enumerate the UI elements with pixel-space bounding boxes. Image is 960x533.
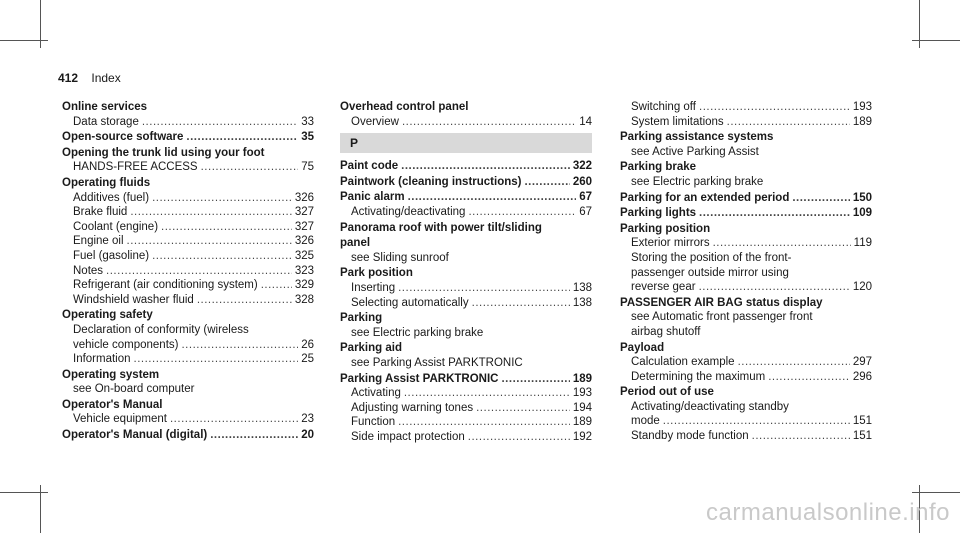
- index-subentry: [620, 370, 872, 385]
- index-entry: [340, 221, 592, 236]
- index-subentry-text: see Sliding sunroof: [351, 251, 449, 264]
- index-subentry-text: see Electric parking brake: [631, 175, 764, 188]
- index-heading: [620, 222, 872, 237]
- index-subentry-text: Fuel (gasoline): [73, 249, 150, 262]
- dot-leader: [699, 280, 850, 295]
- index-entry: [620, 341, 872, 385]
- watermark: carmanualsonline.info: [706, 499, 950, 526]
- index-heading: [340, 221, 592, 236]
- index-subentry: [340, 401, 592, 416]
- index-subentry: [62, 220, 314, 235]
- index-heading: [340, 100, 592, 115]
- index-subentry: [62, 323, 314, 338]
- index-entry: [340, 311, 592, 340]
- page-ref: 323: [294, 264, 314, 277]
- dot-leader: [472, 296, 570, 311]
- page-ref: 23: [301, 413, 314, 426]
- page-ref: 14: [579, 115, 592, 128]
- index-subentry-text: Adjusting warning tones: [351, 401, 474, 414]
- index-heading-text: PASSENGER AIR BAG status display: [620, 296, 823, 309]
- page-ref: 120: [852, 281, 872, 294]
- dot-leader: [468, 430, 570, 445]
- index-subentry-text: Activating/deactivating: [351, 205, 466, 218]
- index-subentry-text: see Electric parking brake: [351, 326, 484, 339]
- dot-leader: [197, 293, 292, 308]
- index-heading-text: Paint code: [340, 160, 399, 173]
- page-ref: 20: [301, 429, 314, 442]
- crop-mark: [912, 40, 960, 41]
- dot-leader: [468, 205, 576, 220]
- index-entry: [340, 100, 592, 129]
- index-heading: [620, 385, 872, 400]
- page-ref: 150: [852, 191, 872, 204]
- index-heading: [340, 159, 592, 174]
- index-heading-text: Operating system: [62, 368, 160, 381]
- page-ref: 25: [301, 353, 314, 366]
- index-entry: [620, 385, 872, 443]
- dot-leader: [398, 415, 570, 430]
- index-subentry-text: Switching off: [631, 101, 696, 113]
- page-ref: 192: [572, 430, 592, 443]
- index-heading-text: panel: [340, 237, 371, 250]
- dot-leader: [161, 220, 292, 235]
- index-subentry: [620, 355, 872, 370]
- index-subentry: [620, 251, 872, 266]
- index-entry: [340, 236, 592, 265]
- index-subentry-text: Determining the maximum: [631, 370, 766, 383]
- index-subentry: [62, 115, 314, 130]
- index-subentry-text: Engine oil: [73, 235, 124, 248]
- page-ref: 260: [572, 175, 592, 188]
- index-subentry-text: reverse gear: [631, 281, 696, 294]
- index-entry: [340, 175, 592, 190]
- index-entry: [620, 100, 872, 129]
- index-subentry: [62, 264, 314, 279]
- index-heading: [620, 130, 872, 145]
- page-ref: 327: [294, 220, 314, 233]
- index-heading-text: Operating fluids: [62, 176, 151, 189]
- page-ref: 138: [572, 281, 592, 294]
- page-ref: 189: [572, 372, 592, 385]
- dot-leader: [186, 130, 298, 145]
- index-heading: [62, 100, 314, 115]
- dot-leader: [152, 191, 292, 206]
- index-heading-text: Parking: [340, 312, 383, 325]
- crop-mark: [0, 40, 48, 41]
- index-subentry-text: airbag shutoff: [631, 325, 701, 338]
- index-heading-text: Period out of use: [620, 386, 714, 399]
- page-number: 412: [58, 71, 79, 85]
- section-letter: P: [340, 133, 592, 153]
- dot-leader: [408, 190, 577, 205]
- index-subentry-text: Inserting: [351, 281, 396, 294]
- dot-leader: [768, 370, 850, 385]
- index-heading: [62, 176, 314, 191]
- index-entry: [620, 160, 872, 189]
- index-heading: [62, 146, 314, 161]
- index-entry: [62, 100, 314, 129]
- dot-leader: [792, 191, 849, 206]
- page-ref: 194: [572, 401, 592, 414]
- index-subentry: [340, 415, 592, 430]
- page-ref: 151: [852, 430, 872, 443]
- index-subentry: [62, 191, 314, 206]
- index-subentry: [62, 382, 314, 397]
- page-ref: 326: [294, 191, 314, 204]
- index-heading-text: Parking lights: [620, 207, 697, 220]
- index-subentry-text: see Active Parking Assist: [631, 145, 759, 158]
- index-heading-text: Parking aid: [340, 342, 402, 355]
- index-heading: [62, 308, 314, 323]
- page-ref: 193: [572, 387, 592, 400]
- index-heading-text: Payload: [620, 341, 665, 354]
- dot-leader: [699, 206, 850, 221]
- index-entry: [62, 176, 314, 307]
- dot-leader: [181, 338, 298, 353]
- index-subentry-text: Refrigerant (air conditioning system): [73, 279, 258, 292]
- index-subentry: [62, 293, 314, 308]
- index-subentry: [62, 160, 314, 175]
- index-heading-text: Operator's Manual (digital): [62, 429, 208, 442]
- page-ref: 327: [294, 206, 314, 219]
- index-heading: [62, 398, 314, 413]
- index-subentry-text: Vehicle equipment: [73, 413, 167, 426]
- index-subentry: [340, 356, 592, 371]
- index-heading: [620, 160, 872, 175]
- dot-leader: [738, 355, 850, 370]
- page-ref: 67: [579, 205, 592, 218]
- index-subentry-text: Standby mode function: [631, 430, 749, 443]
- index-subentry-text: HANDS-FREE ACCESS: [73, 161, 198, 174]
- index-heading-text: Panic alarm: [340, 191, 405, 204]
- page-ref: 189: [852, 115, 872, 128]
- dot-leader: [404, 386, 570, 401]
- index-heading: [340, 236, 592, 251]
- page-ref: 328: [294, 293, 314, 306]
- dot-leader: [713, 236, 851, 251]
- page-ref: 33: [301, 115, 314, 128]
- page-ref: 109: [852, 207, 872, 220]
- index-subentry: [340, 115, 592, 130]
- page-ref: 297: [852, 356, 872, 369]
- index-heading: [340, 341, 592, 356]
- index-subentry: [620, 400, 872, 415]
- index-subentry: [620, 414, 872, 429]
- dot-leader: [130, 205, 291, 220]
- page-ref: 326: [294, 235, 314, 248]
- page-header: [58, 71, 121, 85]
- index-entry: [340, 159, 592, 174]
- index-subentry: [620, 280, 872, 295]
- index-entry: [340, 190, 592, 219]
- index-subentry-text: mode: [631, 415, 660, 428]
- index-subentry: [620, 115, 872, 130]
- index-subentry-text: Activating/deactivating standby: [631, 400, 789, 413]
- index-entry: [620, 296, 872, 340]
- page-ref: 26: [301, 338, 314, 351]
- index-subentry-text: Data storage: [73, 115, 139, 128]
- index-subentry: [340, 386, 592, 401]
- dot-leader: [663, 414, 850, 429]
- index-heading: [340, 190, 592, 205]
- index-entry: [340, 341, 592, 370]
- index-heading: [620, 206, 872, 221]
- index-heading: [620, 296, 872, 311]
- index-heading-text: Parking for an extended period: [620, 191, 790, 204]
- dot-leader: [142, 115, 298, 130]
- dot-leader: [727, 115, 850, 130]
- index-subentry: [62, 205, 314, 220]
- index-entry: [62, 308, 314, 366]
- index-subentry-text: Brake fluid: [73, 206, 128, 219]
- dot-leader: [699, 100, 850, 115]
- index-entry: [62, 146, 314, 175]
- page-ref: 151: [852, 415, 872, 428]
- index-heading-text: Parking assistance systems: [620, 131, 774, 144]
- index-entry: [620, 130, 872, 159]
- index-subentry: [62, 249, 314, 264]
- page-ref: 193: [852, 101, 872, 113]
- page-ref: 189: [572, 416, 592, 429]
- index-subentry-text: Function: [351, 416, 396, 429]
- index-heading: [620, 191, 872, 206]
- page-ref: 119: [853, 237, 872, 250]
- index-subentry: [62, 278, 314, 293]
- dot-leader: [476, 401, 570, 416]
- page-ref: 67: [579, 191, 592, 204]
- index-heading-text: Operator's Manual: [62, 398, 163, 411]
- dot-leader: [152, 249, 292, 264]
- dot-leader: [401, 159, 570, 174]
- dot-leader: [398, 281, 570, 296]
- index-heading: [340, 266, 592, 281]
- index-subentry: [620, 175, 872, 190]
- index-heading: [620, 341, 872, 356]
- index-heading-text: Panorama roof with power tilt/sliding: [340, 221, 542, 234]
- page-ref: 35: [301, 131, 314, 144]
- index-subentry-text: see Parking Assist PARKTRONIC: [351, 356, 523, 369]
- index-heading: [62, 368, 314, 383]
- index-entry: [340, 266, 592, 310]
- index-subentry-text: vehicle components): [73, 338, 179, 351]
- page-ref: 138: [572, 296, 592, 309]
- index-subentry: [62, 412, 314, 427]
- dot-leader: [402, 115, 576, 130]
- index-heading-text: Overhead control panel: [340, 101, 469, 113]
- page-ref: 322: [572, 160, 592, 173]
- index-subentry-text: see Automatic front passenger front: [631, 311, 813, 324]
- index-subentry-text: System limitations: [631, 115, 724, 128]
- index-subentry: [62, 352, 314, 367]
- dot-leader: [134, 352, 299, 367]
- index-heading-text: Parking brake: [620, 161, 697, 174]
- index-subentry-text: Overview: [351, 115, 399, 128]
- index-subentry: [620, 429, 872, 444]
- index-subentry: [340, 205, 592, 220]
- index-subentry: [620, 145, 872, 160]
- index-heading-text: Park position: [340, 267, 413, 280]
- index-subentry-text: Selecting automatically: [351, 296, 469, 309]
- dot-leader: [752, 429, 850, 444]
- index-heading: [62, 130, 314, 145]
- index-entry: [620, 206, 872, 221]
- index-heading-text: Online services: [62, 101, 148, 113]
- page-ref: 75: [301, 161, 314, 174]
- index-heading-text: Operating safety: [62, 309, 153, 322]
- dot-leader: [106, 264, 292, 279]
- index-subentry-text: Declaration of conformity (wireless: [73, 323, 249, 336]
- dot-leader: [127, 234, 292, 249]
- index-subentry: [62, 234, 314, 249]
- dot-leader: [210, 428, 298, 443]
- index-column-3: [620, 100, 872, 445]
- index-heading-text: Open-source software: [62, 131, 184, 144]
- index-subentry: [620, 310, 872, 325]
- index-subentry: [620, 325, 872, 340]
- dot-leader: [261, 278, 292, 293]
- index-heading: [340, 175, 592, 190]
- index-subentry-text: Side impact protection: [351, 430, 465, 443]
- index-subentry: [340, 251, 592, 266]
- dot-leader: [170, 412, 298, 427]
- crop-mark: [912, 492, 960, 493]
- index-column-2: [340, 100, 592, 445]
- index-subentry: [340, 430, 592, 445]
- index-heading-text: Parking position: [620, 222, 711, 235]
- index-subentry: [340, 296, 592, 311]
- index-subentry: [340, 281, 592, 296]
- index-subentry-text: Exterior mirrors: [631, 237, 710, 250]
- page-ref: 296: [852, 370, 872, 383]
- index-subentry-text: see On-board computer: [73, 383, 195, 396]
- index-subentry-text: Coolant (engine): [73, 220, 159, 233]
- index-subentry: [340, 326, 592, 341]
- index-column-1: [62, 100, 314, 444]
- index-subentry-text: Information: [73, 353, 131, 366]
- index-subentry: [620, 100, 872, 115]
- dot-leader: [524, 175, 569, 190]
- index-entry: [620, 191, 872, 206]
- index-entry: [62, 398, 314, 427]
- index-heading-text: Parking Assist PARKTRONIC: [340, 372, 499, 385]
- crop-mark: [0, 492, 48, 493]
- dot-leader: [501, 372, 569, 387]
- index-entry: [620, 222, 872, 295]
- index-subentry-text: passenger outside mirror using: [631, 266, 789, 279]
- index-entry: [62, 130, 314, 145]
- index-entry: [62, 428, 314, 443]
- page-ref: 329: [294, 279, 314, 292]
- index-entry: [62, 368, 314, 397]
- index-heading-text: Opening the trunk lid using your foot: [62, 146, 265, 159]
- index-subentry-text: Notes: [73, 264, 104, 277]
- index-heading: [340, 372, 592, 387]
- index-subentry: [620, 266, 872, 281]
- section-title: Index: [91, 71, 121, 85]
- index-subentry-text: Windshield washer fluid: [73, 293, 194, 306]
- index-subentry-text: Additives (fuel): [73, 191, 150, 204]
- index-subentry: [62, 338, 314, 353]
- index-heading: [62, 428, 314, 443]
- index-subentry-text: Storing the position of the front-: [631, 251, 792, 264]
- index-entry: [340, 372, 592, 445]
- page-ref: 325: [294, 249, 314, 262]
- dot-leader: [201, 160, 299, 175]
- index-subentry-text: Activating: [351, 387, 401, 400]
- index-subentry: [620, 236, 872, 251]
- index-subentry-text: Calculation example: [631, 356, 735, 369]
- index-heading: [340, 311, 592, 326]
- index-heading-text: Paintwork (cleaning instructions): [340, 175, 522, 188]
